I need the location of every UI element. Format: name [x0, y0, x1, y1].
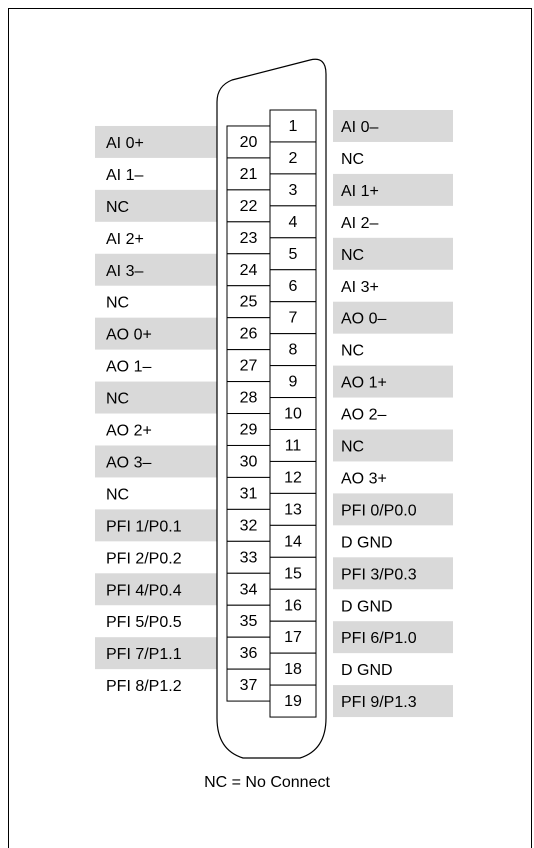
right-pin-label: PFI 6/P1.0	[341, 630, 417, 648]
left-pin-number: 28	[239, 389, 258, 407]
left-pin-label: AO 3–	[106, 454, 152, 472]
right-pin-number: 8	[288, 341, 298, 359]
left-pin-number: 36	[239, 645, 258, 663]
right-pin-number: 10	[284, 405, 302, 423]
left-pin-number: 25	[239, 293, 258, 311]
left-pin-number: 35	[239, 613, 258, 631]
left-pin-number: 29	[239, 421, 258, 439]
left-pin-label: PFI 2/P0.2	[106, 550, 182, 568]
left-pin-label: PFI 7/P1.1	[106, 646, 182, 664]
right-pin-label: AI 2–	[341, 214, 379, 232]
left-pin-number: 20	[239, 133, 258, 151]
left-pin-number: 34	[239, 581, 258, 599]
right-pin-label: PFI 0/P0.0	[341, 502, 417, 520]
right-pin-label: D GND	[341, 662, 393, 680]
right-pin-label: NC	[341, 150, 365, 168]
right-pin-label: PFI 9/P1.3	[341, 694, 417, 712]
left-pin-label: PFI 4/P0.4	[106, 582, 182, 600]
right-pin-label: D GND	[341, 534, 393, 552]
left-pin-number: 30	[239, 453, 258, 471]
right-pin-label: AO 0–	[341, 310, 387, 328]
left-pin-label: AO 2+	[106, 422, 152, 440]
right-pin-number: 16	[284, 597, 302, 615]
left-pin-label: AI 1–	[106, 166, 144, 184]
right-pin-label: AI 0–	[341, 119, 379, 136]
left-pin-number: 37	[239, 677, 258, 695]
left-pin-label: NC	[106, 390, 130, 408]
left-pin-number: 21	[239, 165, 258, 183]
left-pin-label: AI 2+	[106, 230, 144, 248]
right-pin-label: PFI 3/P0.3	[341, 566, 417, 584]
right-pin-label: NC	[341, 246, 365, 264]
right-pin-number: 15	[284, 565, 302, 583]
left-pin-label: AO 0+	[106, 326, 152, 344]
right-pin-label: D GND	[341, 598, 393, 616]
right-pin-number: 9	[288, 373, 298, 391]
left-pin-label: NC	[106, 294, 130, 312]
right-pin-number: 13	[284, 501, 302, 519]
left-pin-label: AI 0+	[106, 134, 144, 152]
left-pin-label: AO 1–	[106, 358, 152, 376]
left-pin-label: PFI 5/P0.5	[106, 614, 182, 632]
right-pin-number: 3	[288, 181, 298, 199]
left-pin-number: 27	[239, 357, 258, 375]
pin-layer	[227, 110, 316, 717]
right-pin-number: 11	[284, 437, 302, 455]
left-pin-number: 23	[239, 229, 258, 247]
right-pin-label: AO 1+	[341, 374, 387, 392]
no-connect-legend: NC = No Connect	[204, 774, 330, 791]
left-pin-number: 26	[239, 325, 258, 343]
right-pin-number: 6	[288, 277, 298, 295]
right-pin-number: 5	[288, 245, 298, 263]
right-pin-number: 7	[288, 309, 298, 327]
left-pin-number: 33	[239, 549, 258, 567]
left-pin-label: NC	[106, 198, 130, 216]
right-pin-label: AI 3+	[341, 278, 379, 296]
right-pin-number: 2	[288, 149, 298, 167]
left-pin-number: 32	[239, 517, 258, 535]
right-pin-number: 17	[284, 629, 302, 647]
left-pin-label: PFI 8/P1.2	[106, 678, 182, 696]
left-pin-number: 22	[239, 197, 258, 215]
right-pin-label: NC	[341, 342, 365, 360]
right-pin-label: AO 2–	[341, 406, 387, 424]
right-pin-number: 12	[284, 469, 302, 487]
left-pin-number: 31	[239, 485, 258, 503]
right-pin-label: AO 3+	[341, 470, 387, 488]
left-pin-label: NC	[106, 486, 130, 504]
right-pin-label: NC	[341, 438, 365, 456]
right-pin-label: AI 1+	[341, 182, 379, 200]
right-pin-number: 4	[288, 213, 298, 231]
right-pin-number: 18	[284, 661, 302, 679]
left-pin-number: 24	[239, 261, 258, 279]
right-pin-number: 1	[288, 118, 298, 135]
left-pin-label: PFI 1/P0.1	[106, 518, 182, 536]
right-pin-number: 14	[284, 533, 302, 551]
left-pin-label: AI 3–	[106, 262, 144, 280]
right-pin-number: 19	[284, 693, 302, 711]
